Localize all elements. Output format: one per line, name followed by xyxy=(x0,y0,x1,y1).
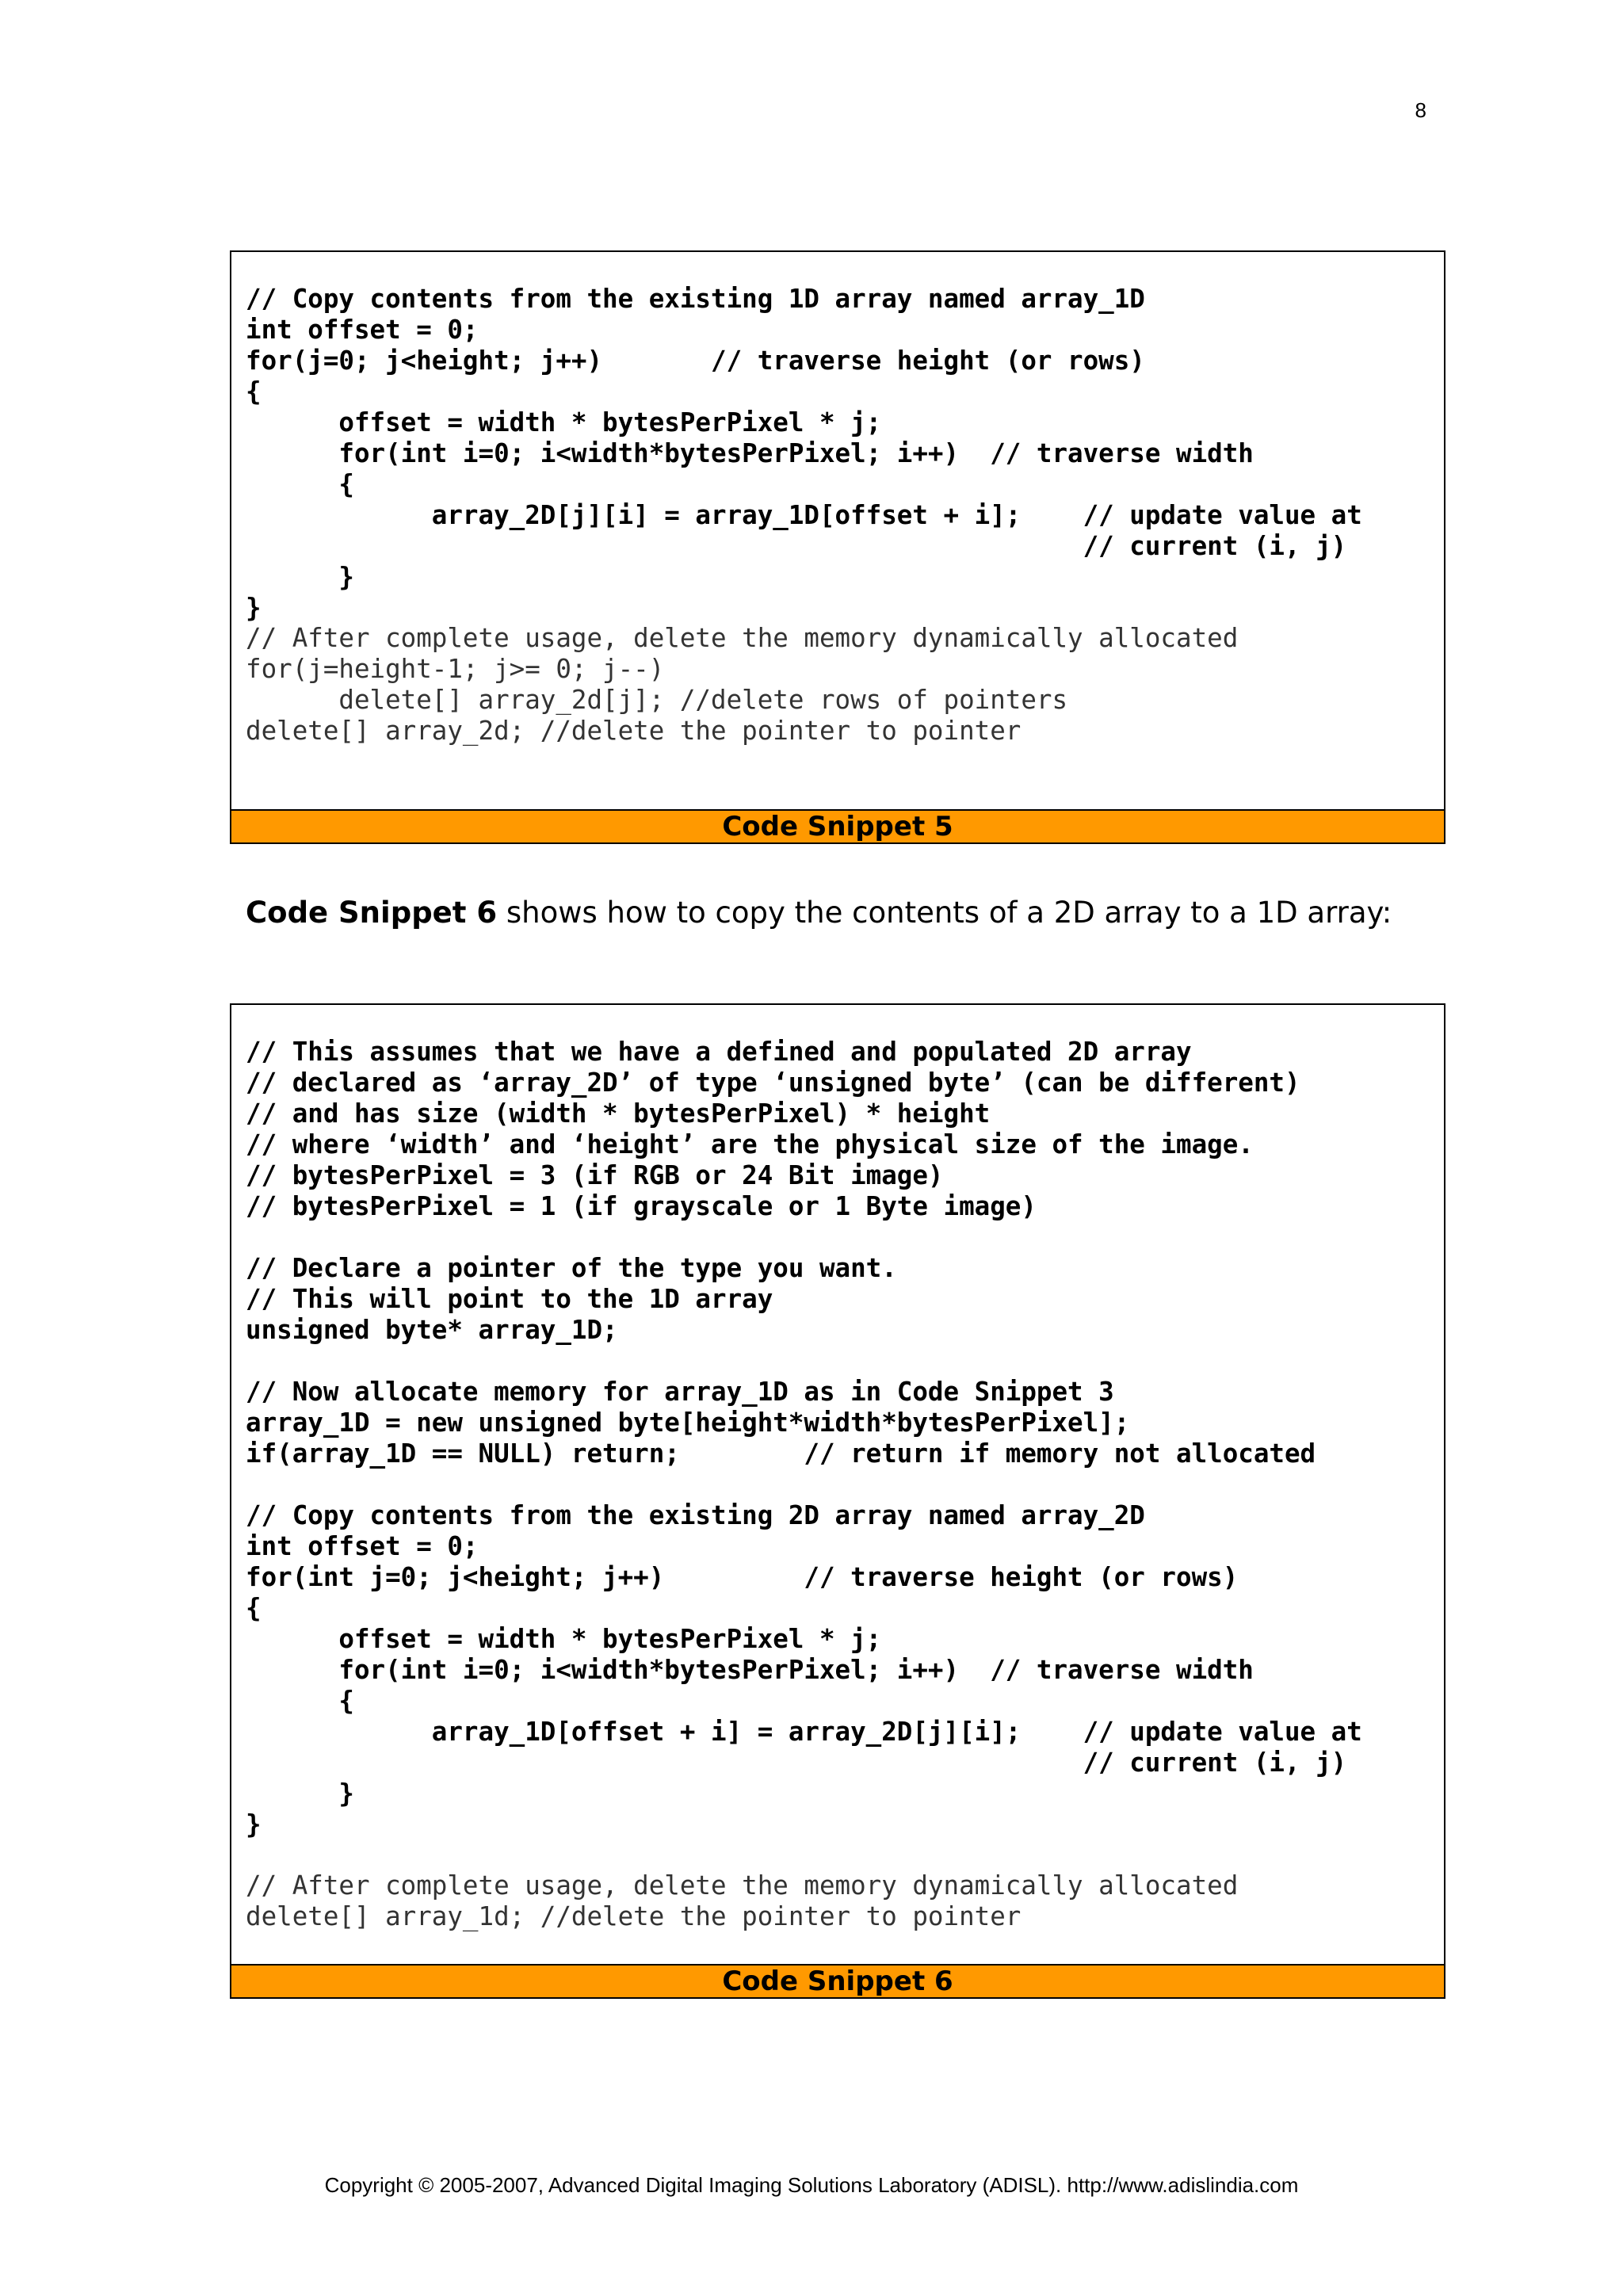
page-number: 8 xyxy=(1415,98,1426,122)
intro-text: shows how to copy the contents of a 2D array to a 1D array: xyxy=(497,896,1392,930)
code-snippet-5-code: // Copy contents from the existing 1D array named array_1D int offset = 0; for(j=0; j<height; j++) // traverse height (or rows) { offset = width * bytesPerPixel * j; for(int i=0; i<width*bytesPerPixel; i++) // traverse width { array_2D[j][i] = array_1D[offset + i]; // update value at // current (i, j) } } xyxy=(246,284,1362,623)
intro-paragraph xyxy=(246,894,1392,932)
code-snippet-5-box xyxy=(230,250,1445,844)
code-snippet-5-cleanup-code: // After complete usage, delete the memory dynamically allocated for(j=height-1; j>= 0; j--) delete[] array_2d[j]; //delete rows of pointers delete[] array_2d; //delete the pointer to pointer xyxy=(246,623,1239,746)
code-snippet-6-code: // This assumes that we have a defined and populated 2D array // declared as ‘array_2D’ of type ‘unsigned byte’ (can be different) // and has size (width * bytesPerPixel) * height // where ‘width’ and ‘height’ are the physical size of the image. // bytesPerPixel = 3 (if RGB or 24 Bit image) // bytesPerPixel = 1 (if grayscale or 1 Byte image) // Declare a pointer of the type you want. // This will point to the 1D array unsigned byte* array_1D; // Now allocate memory for array_1D as in Code Snippet 3 array_1D = new unsigned byte[height*width*bytesPerPixel]; if(array_1D == NULL) return; // return if memory not allocated // Copy contents from the existing 2D array named array_2D int offset = 0; for(int j=0; j<height; j++) // traverse height (or rows) { offset = width * bytesPerPixel * j; for(int i=0; i<width*bytesPerPixel; i++) // traverse width { array_1D[offset + i] = array_2D[j][i]; // update value at // current (i, j) } } xyxy=(246,1037,1362,1839)
code-snippet-6-cleanup-code: // After complete usage, delete the memory dynamically allocated delete[] array_1d; //delete the pointer to pointer xyxy=(246,1870,1239,1931)
code-snippet-6-caption: Code Snippet 6 xyxy=(231,1964,1444,1997)
code-snippet-6-box xyxy=(230,1003,1445,1999)
code-snippet-5-caption: Code Snippet 5 xyxy=(231,809,1444,842)
footer-copyright: Copyright © 2005-2007, Advanced Digital Imaging Solutions Laboratory (ADISL). http://www.adislindia.com xyxy=(324,2173,1299,2197)
snippet-reference: Code Snippet 6 xyxy=(246,896,498,930)
